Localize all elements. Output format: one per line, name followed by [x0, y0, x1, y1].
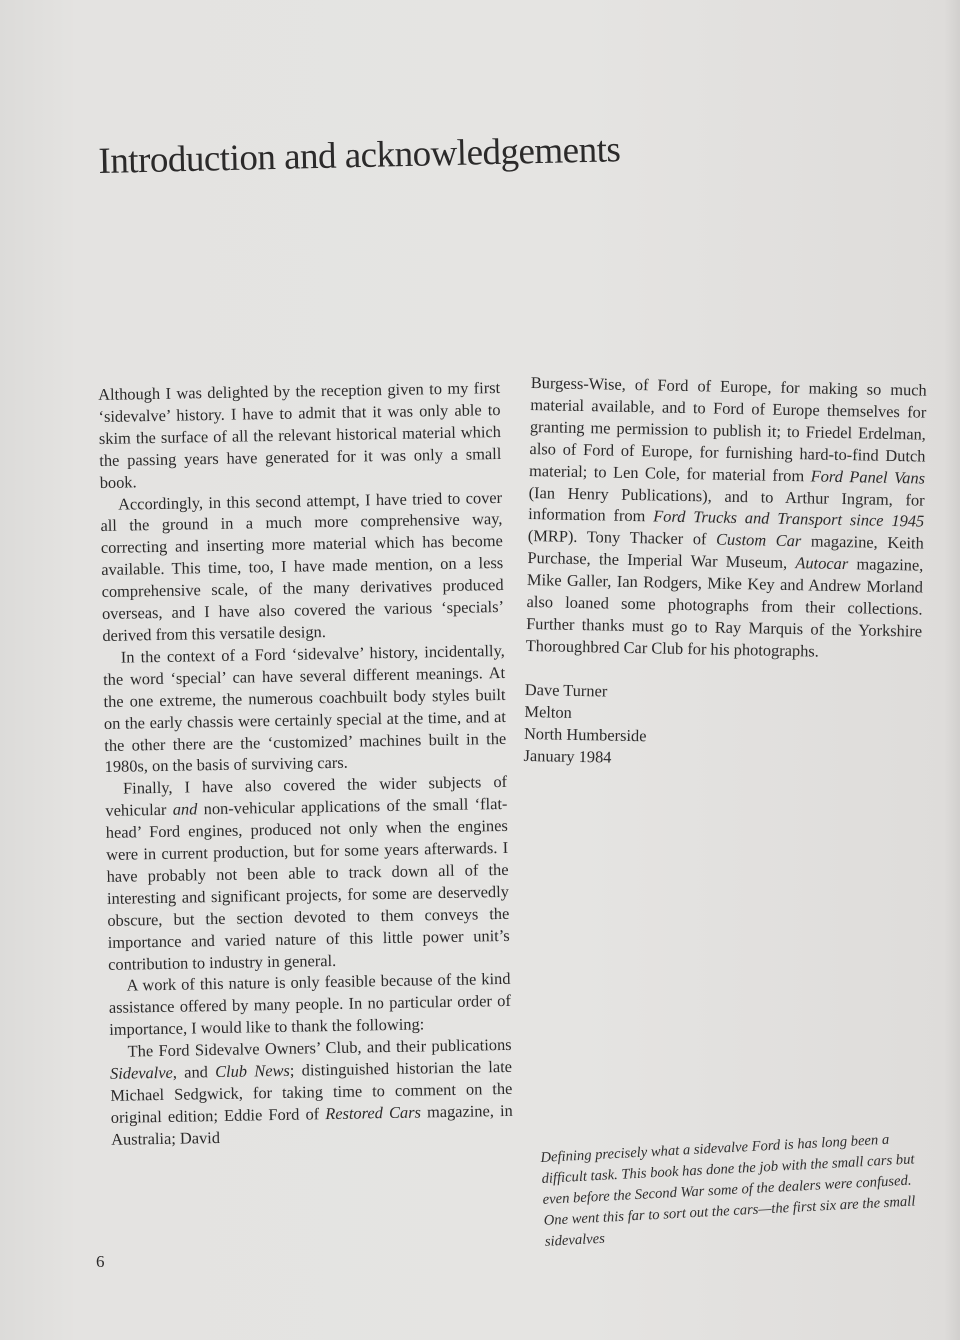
- spine-shadow: [944, 0, 960, 1340]
- paragraph-4-text-b: non-vehicular applications of the small ‘flat-head’ Ford engines, produced not only when the engines were in current production, but for some years afterwards. I have probably not been able to track down all of the interesting and significant projects, for some are deservedly obscure, but the section devoted to them conveys the importance and varied nature of this little power unit’s contribution to industry in general.: [105, 794, 510, 974]
- paragraph-2: Accordingly, in this second attempt, I have tried to cover all the ground in a much more comprehensive way, correcting and inserting more material which has become available. This time, too, I have made mention, on a less comprehensive scale, of the many derivatives produced overseas, and I have also covered the various ‘specials’ derived from this versatile design.: [100, 487, 505, 645]
- title-sidevalve: Sidevalve: [109, 1062, 173, 1083]
- title-ford-panel-vans: Ford Panel Vans: [810, 466, 926, 488]
- paragraph-4-emphasis: and: [172, 799, 198, 819]
- page-number: 6: [96, 1252, 105, 1271]
- signature-date: January 1984: [523, 745, 612, 767]
- author-region: North Humberside: [523, 723, 647, 746]
- paragraph-5: A work of this nature is only feasible because of the kind assistance offered by many people. In no particular order of importance, I would like to thank the following:: [108, 969, 511, 1040]
- title-ford-trucks: Ford Trucks and Transport since 1945: [653, 506, 925, 532]
- paragraph-3: In the context of a Ford ‘sidevalve’ history, incidentally, the word ‘special’ can have several different meanings. At the one extreme, the numerous coachbuilt body styles built on the early chassis were certainly special at the time, and at the other there are the ‘customized’ machines built in the 1980s, on the basis of surviving cars.: [102, 640, 507, 777]
- paragraph-6-text-d: magazine, in Australia; David: [111, 1100, 513, 1149]
- signature-block: [523, 679, 921, 775]
- paragraph-7: [526, 372, 927, 664]
- paragraph-7-text-a: Burgess-Wise, of Ford of Europe, for making so much material available, and to Ford of Europe themselves for granting me permission to publish it; to Friedel Erdelman, also of Ford of Europe, for furnishing hard-to-find Dutch material; to Len Cole, for material from: [528, 372, 927, 486]
- left-column: [98, 377, 513, 1151]
- title-club-news: Club News: [214, 1060, 291, 1082]
- title-restored-cars: Restored Cars: [325, 1102, 422, 1124]
- paragraph-4: [105, 771, 510, 975]
- paragraph-7-text-d: magazine, Keith Purchase, the Imperial War Museum,: [527, 531, 924, 573]
- title-autocar: Autocar: [795, 553, 849, 574]
- paragraph-6-text-c: ; distinguished historian the late Michael Sedgwick, for taking time to comment on the original edition; Eddie Ford of: [110, 1056, 513, 1127]
- paragraph-4-text-a: Finally, I have also covered the wider subjects of vehicular: [105, 772, 508, 821]
- photo-caption: Defining precisely what a sidevalve Ford is has long been a difficult task. This book has done the job with the small cars but even before the Second War some of the dealers were confused. One went this far to sort out the cars—the first six are the small sidevalves: [540, 1131, 916, 1250]
- paragraph-1: Although I was delighted by the reception given to my first ‘sidevalve’ history. I have to admit that it was only able to skim the surface of all the relevant historical material which the passing years have generated for it was only a small book.: [98, 377, 502, 492]
- title-custom-car: Custom Car: [715, 529, 802, 551]
- paragraph-6: [109, 1034, 513, 1151]
- author-town: Melton: [524, 701, 573, 722]
- paragraph-7-text-c: (MRP). Tony Thacker of: [527, 526, 717, 549]
- paragraph-7-text-e: magazine, Mike Galler, Ian Rodgers, Mike Key and Andrew Morland also loaned some photographs from their collections. Further thanks must go to Ray Marquis of the Yorkshire Thoroughbred Car Club for his photographs.: [525, 554, 924, 661]
- author-name: Dave Turner: [524, 679, 608, 701]
- page-title: Introduction and acknowledgements: [98, 129, 621, 182]
- paragraph-6-text-b: , and: [172, 1062, 216, 1082]
- right-column: [523, 372, 927, 774]
- paragraph-6-text-a: The Ford Sidevalve Owners’ Club, and their publications: [127, 1035, 512, 1061]
- paragraph-7-text-b: (Ian Henry Publications), and to Arthur Ingram, for information from: [528, 482, 925, 526]
